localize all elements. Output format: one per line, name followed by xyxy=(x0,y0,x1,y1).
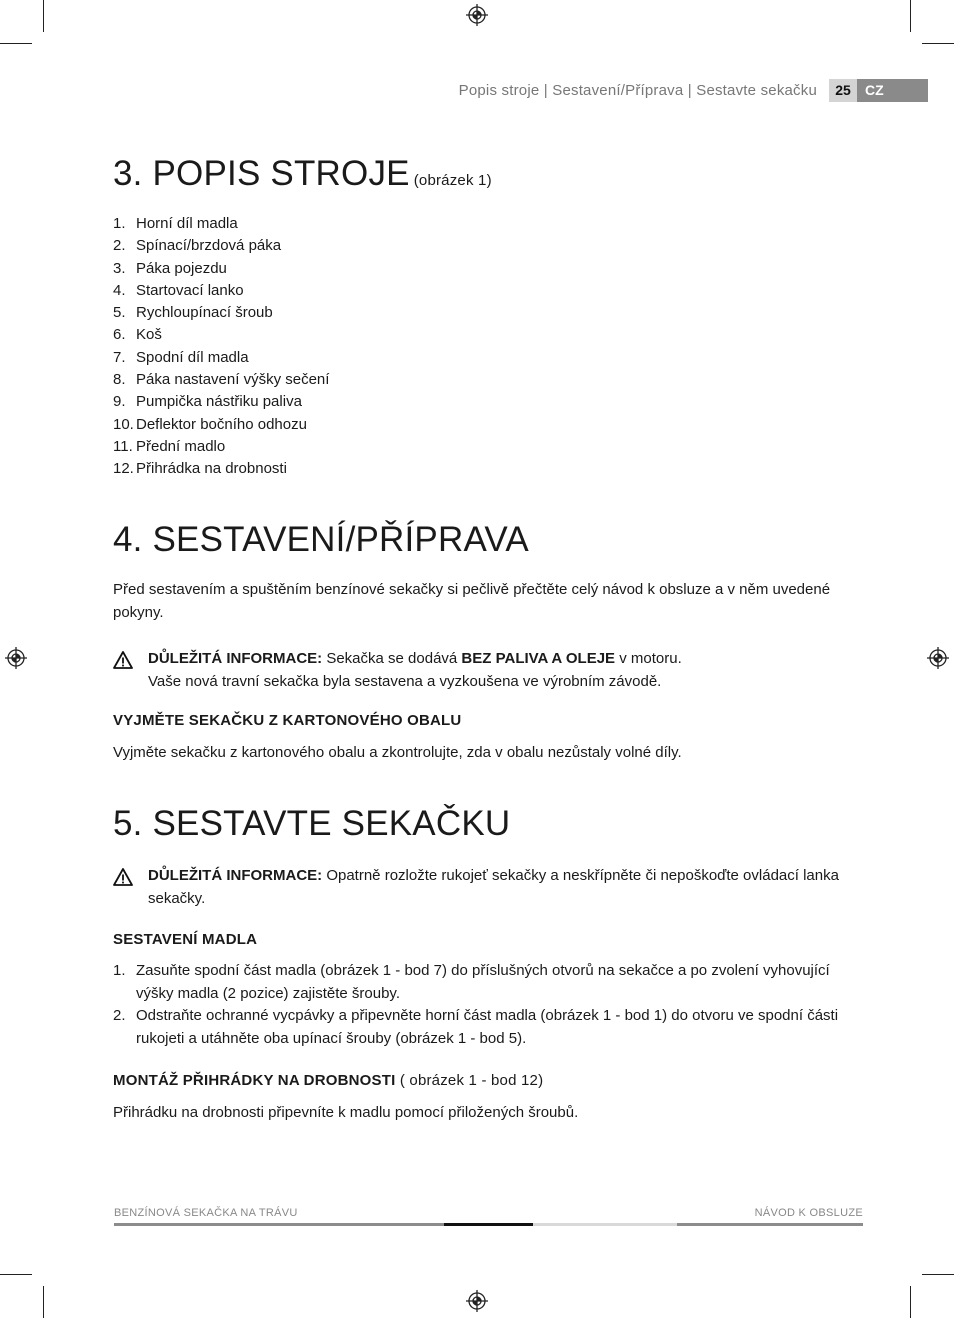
list-item-text: Přihrádka na drobnosti xyxy=(136,460,287,478)
list-item-number: 1. xyxy=(113,215,126,232)
warning-text: Sekačka se dodává xyxy=(326,650,458,667)
list-item xyxy=(113,414,329,436)
crop-mark xyxy=(910,0,911,32)
list-item-text: Pumpička nástřiku paliva xyxy=(136,393,302,411)
crop-mark xyxy=(910,1286,911,1318)
step-number: 2. xyxy=(113,1007,126,1024)
tray-text: Přihrádku na drobnosti připevníte k madlu pomocí přiložených šroubů. xyxy=(113,1104,579,1121)
warning-label: DŮLEŽITÁ INFORMACE: xyxy=(148,867,323,884)
warning-label: DŮLEŽITÁ INFORMACE: xyxy=(148,650,323,667)
crop-mark xyxy=(0,43,32,44)
section-3-title-text: 3. POPIS STROJE xyxy=(113,154,410,193)
registration-mark-icon xyxy=(466,1290,488,1312)
list-item-text: Spodní díl madla xyxy=(136,348,249,366)
crop-mark xyxy=(43,0,44,32)
assembly-steps xyxy=(113,960,853,1050)
page-number: 25 xyxy=(829,79,857,102)
handle-assembly-heading: SESTAVENÍ MADLA xyxy=(113,931,258,948)
registration-mark-icon xyxy=(927,647,949,669)
registration-mark-icon xyxy=(466,4,488,26)
page-header-breadcrumb: Popis stroje | Sestavení/Příprava | Sestavte sekačku xyxy=(458,82,817,99)
list-item-number: 2. xyxy=(113,237,126,255)
tray-heading xyxy=(113,1072,543,1089)
crop-mark xyxy=(43,1286,44,1318)
warning-bold-text: BEZ PALIVA A OLEJE xyxy=(461,650,616,667)
list-item xyxy=(113,391,329,413)
list-item xyxy=(113,213,329,235)
footer-bar xyxy=(444,1223,533,1226)
section-3-subtitle: (obrázek 1) xyxy=(413,172,492,189)
list-item xyxy=(113,280,329,302)
footer-bar xyxy=(677,1223,863,1226)
warning-text: Opatrně rozložte rukojeť sekačky a neskřípněte či nepoškoďte ovládací lanka sekačky. xyxy=(148,867,839,907)
list-item-number: 9. xyxy=(113,393,126,411)
warning-note xyxy=(113,648,843,693)
list-item-number: 4. xyxy=(113,281,126,299)
list-item-text: Horní díl madla xyxy=(136,215,238,232)
list-item xyxy=(113,347,329,369)
warning-triangle-icon xyxy=(113,868,133,886)
tray-heading-text: MONTÁŽ PŘIHRÁDKY NA DROBNOSTI xyxy=(113,1072,396,1089)
list-item xyxy=(113,369,329,391)
footer-right: NÁVOD K OBSLUZE xyxy=(754,1207,863,1219)
list-item-number: 12. xyxy=(113,460,134,478)
section-5-title: 5. SESTAVTE SEKAČKU xyxy=(113,804,511,843)
list-item-text: Páka nastavení výšky sečení xyxy=(136,371,330,389)
crop-mark xyxy=(922,43,954,44)
list-item-text: Spínací/brzdová páka xyxy=(136,237,282,255)
list-item-text: Rychloupínací šroub xyxy=(136,304,273,322)
crop-mark xyxy=(0,1274,32,1275)
section-3-title xyxy=(113,154,492,194)
list-item-text: Přední madlo xyxy=(136,437,226,455)
footer-left: BENZÍNOVÁ SEKAČKA NA TRÁVU xyxy=(114,1207,298,1219)
warning-text: v motoru. xyxy=(619,650,682,667)
warning-triangle-icon xyxy=(113,651,133,669)
unpack-heading: VYJMĚTE SEKAČKU Z KARTONOVÉHO OBALU xyxy=(113,712,462,729)
list-item-text: Koš xyxy=(136,326,162,344)
list-item-number: 8. xyxy=(113,371,126,389)
list-item-number: 5. xyxy=(113,304,126,322)
language-badge: CZ xyxy=(857,79,928,102)
tray-reference: ( obrázek 1 - bod 12) xyxy=(399,1072,544,1089)
step-text: Zasuňte spodní část madla (obrázek 1 - bod 7) do příslušných otvorů na sekačce a po zvolení vyhovující výšky madla (2 pozice) zajistěte šrouby. xyxy=(136,962,830,1002)
step-item xyxy=(113,1005,853,1050)
warning-note xyxy=(113,865,843,910)
footer-bar xyxy=(533,1223,677,1226)
list-item-number: 11. xyxy=(113,437,133,455)
list-item-number: 10. xyxy=(113,415,134,433)
step-number: 1. xyxy=(113,962,126,979)
section-4-intro: Před sestavením a spuštěním benzínové sekačky si pečlivě přečtěte celý návod k obsluze a v něm uvedené pokyny. xyxy=(113,581,831,621)
list-item xyxy=(113,302,329,324)
crop-mark xyxy=(922,1274,954,1275)
step-text: Odstraňte ochranné vycpávky a připevněte horní část madla (obrázek 1 - bod 1) do otvoru ve spodní části rukojeti a utáhněte oba upínací šrouby (obrázek 1 - bod 5). xyxy=(136,1007,839,1047)
list-item xyxy=(113,324,329,346)
section-4-title: 4. SESTAVENÍ/PŘÍPRAVA xyxy=(113,520,529,559)
list-item-text: Deflektor bočního odhozu xyxy=(136,415,307,433)
step-item xyxy=(113,960,853,1005)
footer-bar xyxy=(114,1223,444,1226)
warning-text-line2: Vaše nová travní sekačka byla sestavena a vyzkoušena ve výrobním závodě. xyxy=(148,672,662,690)
list-item-text: Startovací lanko xyxy=(136,281,244,299)
registration-mark-icon xyxy=(5,647,27,669)
list-item xyxy=(113,458,329,480)
list-item xyxy=(113,436,329,458)
list-item-number: 3. xyxy=(113,259,126,277)
list-item xyxy=(113,235,329,257)
list-item xyxy=(113,258,329,280)
list-item-text: Páka pojezdu xyxy=(136,259,227,277)
unpack-text: Vyjměte sekačku z kartonového obalu a zkontrolujte, zda v obalu nezůstaly volné díly. xyxy=(113,744,682,761)
list-item-number: 7. xyxy=(113,348,126,366)
list-item-number: 6. xyxy=(113,326,126,344)
parts-list xyxy=(113,213,329,481)
